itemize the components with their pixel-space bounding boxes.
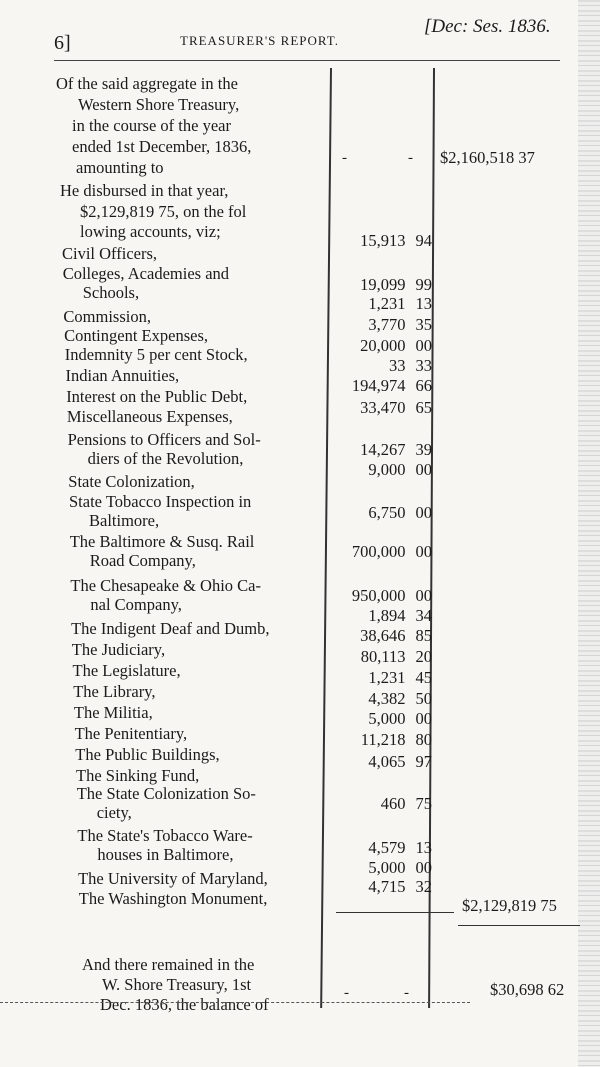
entry-label: State Tobacco Inspection in bbox=[69, 492, 252, 511]
entry-amount bbox=[381, 794, 432, 813]
amount-dollars: 14,267 bbox=[360, 440, 406, 459]
entry-label: Schools, bbox=[82, 283, 140, 302]
intro-line: ended 1st December, 1836, bbox=[72, 137, 252, 156]
amount-dollars: 1,894 bbox=[368, 606, 406, 625]
entry-label: The Legislature, bbox=[72, 661, 181, 680]
intro-line: Of the said aggregate in the bbox=[56, 74, 238, 93]
amount-dollars: 9,000 bbox=[368, 460, 406, 479]
session-label: [Dec: Ses. 1836. bbox=[424, 16, 551, 37]
entry-label: Interest on the Public Debt, bbox=[66, 387, 248, 406]
amount-dollars: 3,770 bbox=[368, 315, 406, 334]
entry-amount bbox=[368, 709, 432, 728]
entry-label: The Sinking Fund, bbox=[76, 766, 200, 785]
entry-amount bbox=[352, 586, 432, 605]
amount-cents: 99 bbox=[415, 275, 432, 294]
header-rule bbox=[54, 60, 560, 61]
intro-line: amounting to bbox=[76, 158, 164, 177]
entry-label: The Indigent Deaf and Dumb, bbox=[71, 619, 270, 638]
entry-label: houses in Baltimore, bbox=[97, 845, 234, 864]
entry-label: The Chesapeake & Ohio Ca- bbox=[70, 576, 261, 595]
entry-label: The Public Buildings, bbox=[75, 745, 220, 764]
entry-label: Road Company, bbox=[89, 551, 196, 570]
amount-dollars: 4,382 bbox=[368, 689, 406, 708]
closing-line: And there remained in the bbox=[82, 955, 255, 974]
amount-cents: 35 bbox=[415, 315, 432, 334]
disbursed-line: He disbursed in that year, bbox=[60, 181, 229, 200]
entry-amount bbox=[368, 838, 432, 857]
amount-cents: 20 bbox=[415, 647, 432, 666]
leader-dash: - bbox=[342, 150, 347, 166]
intro-line: in the course of the year bbox=[72, 116, 231, 135]
entry-label: Pensions to Officers and Sol- bbox=[67, 430, 261, 449]
entry-label: The University of Maryland, bbox=[78, 869, 268, 888]
sum-rule bbox=[336, 912, 454, 913]
amount-cents: 45 bbox=[415, 668, 432, 687]
amount-dollars: 80,113 bbox=[360, 647, 406, 666]
entry-amount bbox=[360, 440, 432, 459]
sum-rule bbox=[458, 925, 580, 926]
amount-dollars: 4,579 bbox=[368, 838, 406, 857]
entry-label: The Library, bbox=[73, 682, 156, 701]
amount-cents: 00 bbox=[415, 460, 432, 479]
amount-dollars: 6,750 bbox=[368, 503, 406, 522]
entry-amount bbox=[368, 752, 432, 771]
entry-amount bbox=[352, 542, 432, 561]
amount-cents: 97 bbox=[415, 752, 432, 771]
amount-cents: 50 bbox=[415, 689, 432, 708]
amount-dollars: 194,974 bbox=[351, 376, 406, 395]
intro-total: $2,160,518 37 bbox=[440, 148, 535, 167]
entry-amount bbox=[389, 356, 432, 375]
closing-line: Dec. 1836, the balance of bbox=[100, 995, 269, 1014]
entry-label: ciety, bbox=[96, 803, 132, 822]
amount-cents: 39 bbox=[415, 440, 432, 459]
entry-amount bbox=[368, 606, 432, 625]
leader-dash: - bbox=[344, 985, 349, 1001]
amount-dollars: 33,470 bbox=[360, 398, 406, 417]
entry-amount bbox=[360, 398, 432, 417]
amount-dollars: 1,231 bbox=[368, 668, 406, 687]
entry-label: diers of the Revolution, bbox=[87, 449, 244, 468]
entry-amount bbox=[360, 626, 432, 645]
amount-cents: 00 bbox=[415, 542, 432, 561]
amount-cents: 32 bbox=[415, 877, 432, 896]
disbursed-line: lowing accounts, viz; bbox=[80, 222, 221, 241]
amount-dollars: 38,646 bbox=[360, 626, 406, 645]
amount-dollars: 4,065 bbox=[368, 752, 406, 771]
entry-amount bbox=[360, 231, 432, 250]
amount-dollars: 5,000 bbox=[368, 709, 406, 728]
amount-cents: 00 bbox=[415, 858, 432, 877]
amount-cents: 66 bbox=[415, 376, 432, 395]
amount-dollars: 1,231 bbox=[368, 294, 406, 313]
entry-amount bbox=[368, 858, 432, 877]
amount-cents: 13 bbox=[415, 294, 432, 313]
amount-dollars: 460 bbox=[380, 794, 406, 813]
entry-label: nal Company, bbox=[90, 595, 182, 614]
entry-label: The State's Tobacco Ware- bbox=[77, 826, 253, 845]
page-number: 6] bbox=[54, 32, 71, 54]
entry-label: Baltimore, bbox=[89, 511, 160, 530]
amount-dollars: 15,913 bbox=[360, 231, 406, 250]
entry-label: Contingent Expenses, bbox=[64, 326, 208, 345]
amount-cents: 33 bbox=[415, 356, 432, 375]
amount-cents: 85 bbox=[415, 626, 432, 645]
amount-cents: 94 bbox=[415, 231, 432, 250]
entry-label: The Baltimore & Susq. Rail bbox=[69, 532, 255, 551]
amount-dollars: 20,000 bbox=[360, 336, 406, 355]
entry-label: The Militia, bbox=[73, 703, 153, 722]
closing-balance: $30,698 62 bbox=[490, 980, 565, 999]
entry-label: Commission, bbox=[63, 307, 151, 326]
amount-cents: 75 bbox=[415, 794, 432, 813]
entry-amount bbox=[352, 376, 432, 395]
amount-dollars: 19,099 bbox=[360, 275, 406, 294]
amount-dollars: 11,218 bbox=[360, 730, 406, 749]
entry-amount bbox=[368, 877, 432, 896]
entry-label: Miscellaneous Expenses, bbox=[66, 407, 233, 426]
amount-dollars: 950,000 bbox=[351, 586, 406, 605]
amount-dollars: 4,715 bbox=[368, 877, 406, 896]
entry-label: Indemnity 5 per cent Stock, bbox=[64, 345, 248, 364]
entry-label: Colleges, Academies and bbox=[62, 264, 230, 283]
entry-amount bbox=[368, 294, 432, 313]
entry-amount bbox=[368, 668, 432, 687]
disbursed-line: $2,129,819 75, on the fol bbox=[80, 202, 247, 221]
amount-dollars: 33 bbox=[389, 356, 406, 375]
entry-amount bbox=[360, 336, 432, 355]
amount-cents: 00 bbox=[415, 503, 432, 522]
entry-amount bbox=[361, 730, 432, 749]
disbursed-total: $2,129,819 75 bbox=[462, 896, 557, 915]
leader-dash: - bbox=[408, 150, 413, 166]
closing-line: W. Shore Treasury, 1st bbox=[102, 975, 252, 994]
entry-amount bbox=[361, 647, 432, 666]
column-rule-left bbox=[320, 68, 331, 1008]
amount-cents: 34 bbox=[415, 606, 432, 625]
entry-label: The Penitentiary, bbox=[74, 724, 188, 743]
page-edge bbox=[578, 0, 600, 1067]
entry-amount bbox=[368, 689, 432, 708]
amount-cents: 13 bbox=[415, 838, 432, 857]
amount-cents: 00 bbox=[415, 586, 432, 605]
amount-dollars: 5,000 bbox=[368, 858, 406, 877]
amount-cents: 80 bbox=[415, 730, 432, 749]
entry-label: The Judiciary, bbox=[71, 640, 166, 659]
intro-line: Western Shore Treasury, bbox=[78, 95, 240, 114]
leader-dash: - bbox=[404, 985, 409, 1001]
amount-cents: 00 bbox=[415, 709, 432, 728]
amount-dollars: 700,000 bbox=[351, 542, 406, 561]
running-title: TREASURER'S REPORT. bbox=[180, 33, 340, 48]
entry-label: State Colonization, bbox=[68, 472, 195, 491]
entry-amount bbox=[368, 315, 432, 334]
entry-amount bbox=[368, 460, 432, 479]
entry-label: The Washington Monument, bbox=[78, 889, 268, 908]
entry-label: Civil Officers, bbox=[62, 244, 158, 263]
entry-amount bbox=[360, 275, 432, 294]
entry-label: Indian Annuities, bbox=[65, 366, 180, 385]
amount-cents: 00 bbox=[415, 336, 432, 355]
entry-label: The State Colonization So- bbox=[76, 784, 256, 803]
amount-cents: 65 bbox=[415, 398, 432, 417]
page-bottom-rule bbox=[0, 1002, 470, 1003]
entry-amount bbox=[368, 503, 432, 522]
